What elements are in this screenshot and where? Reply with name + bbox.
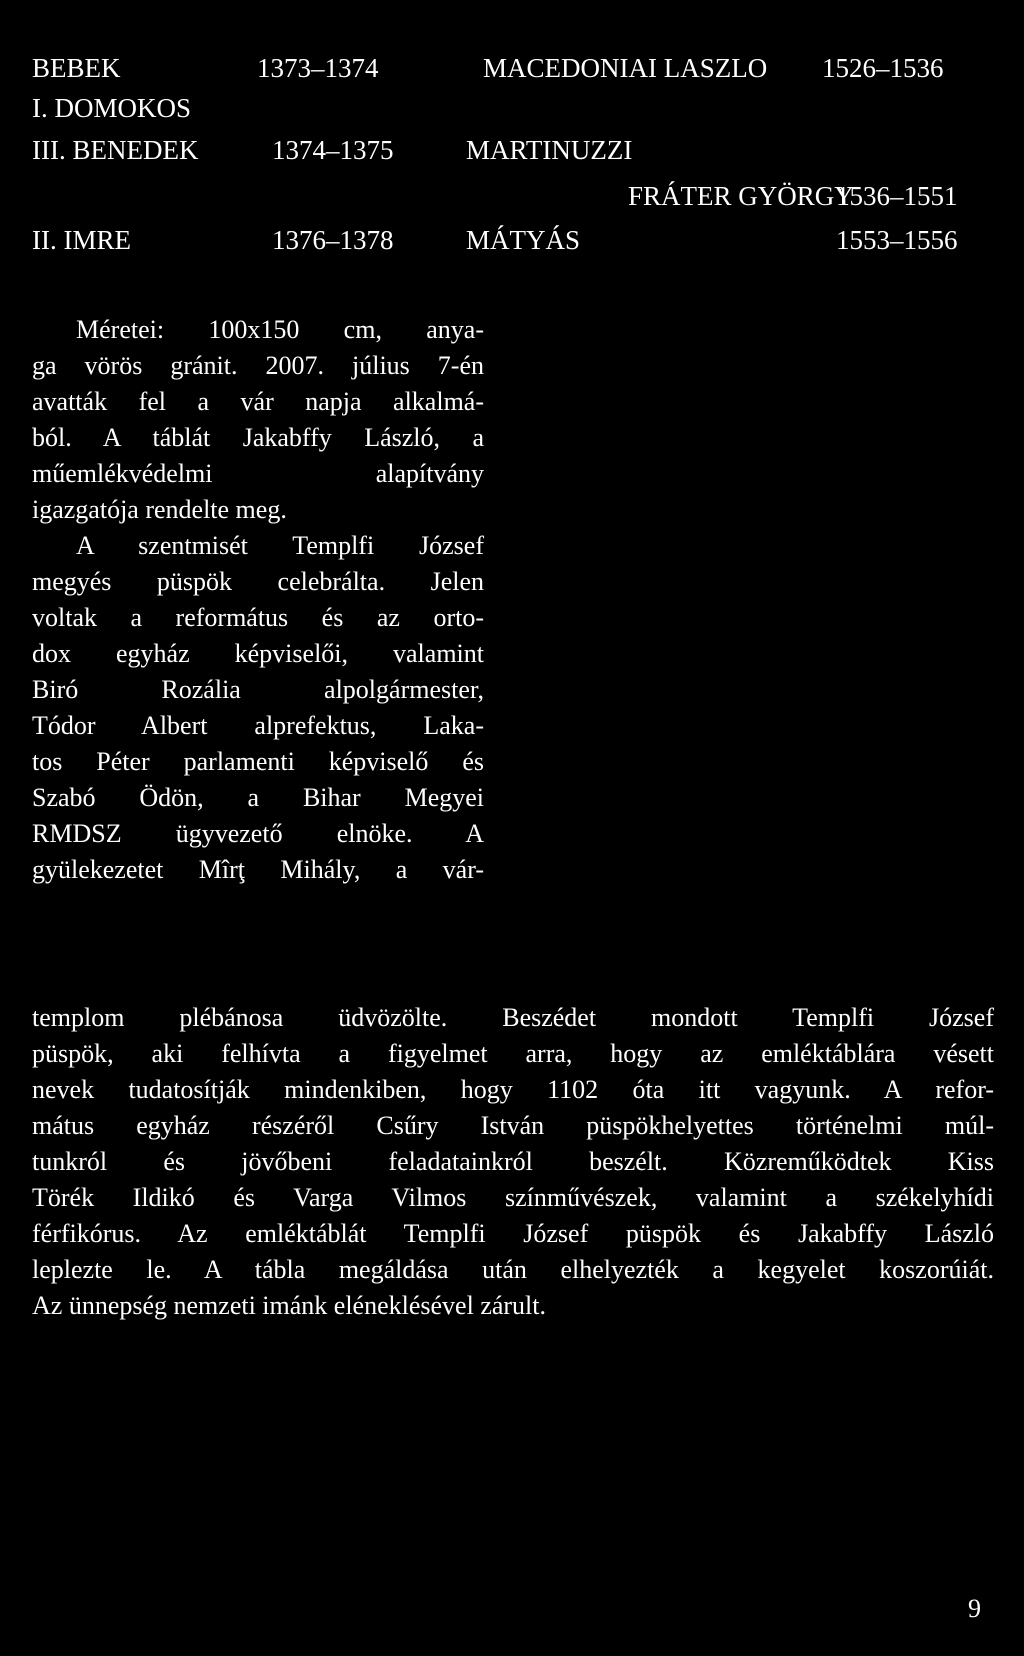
narrow-paragraph bbox=[32, 312, 484, 888]
bishop-right-years-3: 1553–1556 bbox=[836, 225, 958, 255]
narrow-line-4: műemlékvédelmi alapítvány bbox=[32, 459, 484, 488]
wide-line-3: mátus egyház részéről Csűry István püspökhelyettes történelmi múl- bbox=[32, 1111, 994, 1140]
bishop-left-years-0: 1373–1374 bbox=[257, 53, 379, 83]
bishop-right-name-3: MÁTYÁS bbox=[466, 225, 581, 255]
narrow-line-3: ból. A táblát Jakabffy László, a bbox=[32, 423, 484, 452]
wide-line-5: Törék Ildikó és Varga Vilmos színművészek, valamint a székelyhídi bbox=[32, 1183, 994, 1212]
narrow-line-2: avatták fel a vár napja alkalmá- bbox=[32, 387, 484, 416]
narrow-line-6: A szentmisét Templfi József bbox=[76, 531, 484, 560]
bishop-left-years-2: 1374–1375 bbox=[272, 135, 394, 165]
wide-line-0: templom plébánosa üdvözölte. Beszédet mondott Templfi József bbox=[32, 1003, 994, 1032]
narrow-line-7: megyés püspök celebrálta. Jelen bbox=[32, 567, 484, 596]
bishop-left-name-0: BEBEK bbox=[32, 53, 121, 83]
narrow-line-13: Szabó Ödön, a Bihar Megyei bbox=[32, 783, 484, 812]
narrow-line-10: Biró Rozália alpolgármester, bbox=[32, 675, 484, 704]
wide-line-2: nevek tudatosítják mindenkiben, hogy 1102 óta itt vagyunk. A refor- bbox=[32, 1075, 994, 1104]
wide-line-6: férfikórus. Az emléktáblát Templfi József püspök és Jakabffy László bbox=[32, 1219, 994, 1248]
bishop-left-name-3: II. IMRE bbox=[32, 225, 131, 255]
narrow-line-8: voltak a református és az orto- bbox=[32, 603, 484, 632]
bishop-left-name-1: I. DOMOKOS bbox=[32, 93, 192, 123]
wide-line-4: tunkról és jövőbeni feladatainkról beszélt. Közreműködtek Kiss bbox=[32, 1147, 994, 1176]
wide-paragraph bbox=[32, 1000, 994, 1324]
narrow-line-5: igazgatója rendelte meg. bbox=[32, 495, 287, 524]
narrow-line-9: dox egyház képviselői, valamint bbox=[32, 639, 484, 668]
bishop-right-name-0: MACEDONIAI LASZLO bbox=[483, 53, 768, 83]
wide-line-7: leplezte le. A tábla megáldása után elhelyezték a kegyelet koszorúiát. bbox=[32, 1255, 994, 1284]
narrow-line-15: gyülekezetet Mîrţ Mihály, a vár- bbox=[32, 855, 484, 884]
narrow-line-12: tos Péter parlamenti képviselő és bbox=[32, 747, 484, 776]
page-number: 9 bbox=[968, 1594, 981, 1623]
bishop-right-years-0: 1526–1536 bbox=[822, 53, 944, 83]
bishop-right-name-1: MARTINUZZI bbox=[466, 135, 633, 165]
bishop-right-years-2: 1536–1551 bbox=[836, 181, 958, 211]
narrow-line-0: Méretei: 100x150 cm, anya- bbox=[76, 315, 484, 344]
narrow-line-14: RMDSZ ügyvezető elnöke. A bbox=[32, 819, 484, 848]
narrow-line-11: Tódor Albert alprefektus, Laka- bbox=[32, 711, 484, 740]
wide-line-1: püspök, aki felhívta a figyelmet arra, hogy az emléktáblára vésett bbox=[32, 1039, 994, 1068]
narrow-line-1: ga vörös gránit. 2007. július 7-én bbox=[32, 351, 484, 380]
bishop-left-years-3: 1376–1378 bbox=[272, 225, 394, 255]
wide-line-8: Az ünnepség nemzeti imánk eléneklésével zárult. bbox=[32, 1291, 547, 1320]
bishop-right-name-2: FRÁTER GYÖRGY bbox=[628, 181, 854, 211]
bishop-left-name-2: III. BENEDEK bbox=[32, 135, 199, 165]
